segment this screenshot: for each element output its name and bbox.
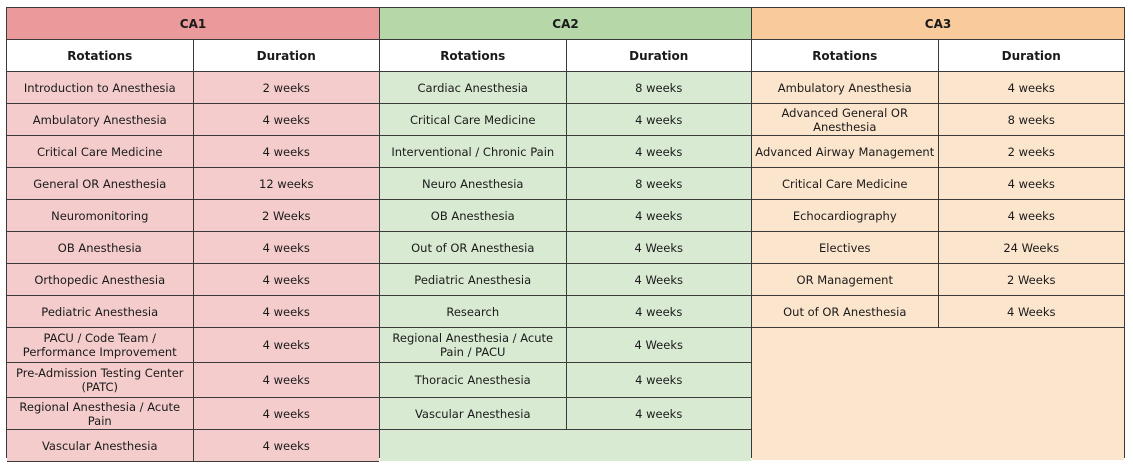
rotation-cell: Regional Anesthesia / Acute Pain bbox=[7, 398, 193, 430]
ca1-section bbox=[6, 7, 380, 458]
table-row bbox=[7, 72, 379, 104]
rotation-cell: Ambulatory Anesthesia bbox=[752, 72, 938, 104]
duration-cell: 4 Weeks bbox=[566, 264, 751, 296]
ca3-title: CA3 bbox=[752, 8, 1124, 40]
rotation-schedule bbox=[6, 7, 1125, 458]
table-row bbox=[7, 232, 379, 264]
duration-cell: 4 Weeks bbox=[566, 232, 751, 264]
duration-cell: 4 weeks bbox=[193, 363, 379, 398]
ca3-rotations-header: Rotations bbox=[752, 40, 938, 72]
table-row bbox=[380, 104, 751, 136]
duration-cell: 4 weeks bbox=[566, 200, 751, 232]
duration-cell: 4 weeks bbox=[566, 136, 751, 168]
duration-cell: 2 Weeks bbox=[938, 264, 1124, 296]
table-row bbox=[7, 104, 379, 136]
table-row bbox=[380, 328, 751, 363]
rotation-cell: Pre-Admission Testing Center (PATC) bbox=[7, 363, 193, 398]
rotation-cell: Echocardiography bbox=[752, 200, 938, 232]
ca3-duration-header: Duration bbox=[938, 40, 1124, 72]
duration-cell: 4 weeks bbox=[193, 296, 379, 328]
rotation-cell: Regional Anesthesia / Acute Pain / PACU bbox=[380, 328, 566, 363]
rotation-cell: Critical Care Medicine bbox=[380, 104, 566, 136]
rotation-cell: Vascular Anesthesia bbox=[7, 430, 193, 462]
rotation-cell: OB Anesthesia bbox=[7, 232, 193, 264]
ca2-table bbox=[380, 8, 751, 461]
duration-cell: 8 weeks bbox=[938, 104, 1124, 136]
duration-cell: 4 weeks bbox=[938, 168, 1124, 200]
rotation-cell: Advanced General OR Anesthesia bbox=[752, 104, 938, 136]
table-row bbox=[752, 264, 1124, 296]
table-row bbox=[7, 168, 379, 200]
ca1-title: CA1 bbox=[7, 8, 379, 40]
duration-cell: 4 weeks bbox=[566, 296, 751, 328]
rotation-cell: OB Anesthesia bbox=[380, 200, 566, 232]
ca3-table bbox=[752, 8, 1124, 460]
table-row bbox=[7, 363, 379, 398]
ca2-title: CA2 bbox=[380, 8, 751, 40]
table-row bbox=[380, 398, 751, 430]
table-row bbox=[752, 136, 1124, 168]
empty-row bbox=[752, 328, 1124, 461]
rotation-cell: Research bbox=[380, 296, 566, 328]
rotation-cell: Neuro Anesthesia bbox=[380, 168, 566, 200]
duration-cell: 4 weeks bbox=[566, 398, 751, 430]
duration-cell: 4 weeks bbox=[938, 72, 1124, 104]
rotation-cell: Ambulatory Anesthesia bbox=[7, 104, 193, 136]
duration-cell: 24 Weeks bbox=[938, 232, 1124, 264]
rotation-cell: Vascular Anesthesia bbox=[380, 398, 566, 430]
duration-cell: 4 weeks bbox=[566, 104, 751, 136]
duration-cell: 4 weeks bbox=[193, 398, 379, 430]
duration-cell: 4 weeks bbox=[193, 232, 379, 264]
table-row bbox=[7, 430, 379, 462]
rotation-cell: Critical Care Medicine bbox=[7, 136, 193, 168]
rotation-cell: Advanced Airway Management bbox=[752, 136, 938, 168]
table-row bbox=[7, 136, 379, 168]
duration-cell: 4 weeks bbox=[938, 200, 1124, 232]
duration-cell: 2 Weeks bbox=[193, 200, 379, 232]
rotation-cell: Electives bbox=[752, 232, 938, 264]
rotation-cell: Critical Care Medicine bbox=[752, 168, 938, 200]
duration-cell: 4 weeks bbox=[193, 136, 379, 168]
ca1-duration-header: Duration bbox=[193, 40, 379, 72]
table-row bbox=[380, 200, 751, 232]
duration-cell: 2 weeks bbox=[193, 72, 379, 104]
duration-cell: 4 Weeks bbox=[566, 328, 751, 363]
rotation-cell: Orthopedic Anesthesia bbox=[7, 264, 193, 296]
duration-cell: 8 weeks bbox=[566, 168, 751, 200]
table-row bbox=[7, 200, 379, 232]
duration-cell: 4 weeks bbox=[566, 363, 751, 398]
table-row bbox=[752, 296, 1124, 328]
table-row bbox=[752, 72, 1124, 104]
table-row bbox=[380, 72, 751, 104]
duration-cell: 12 weeks bbox=[193, 168, 379, 200]
duration-cell: 4 Weeks bbox=[938, 296, 1124, 328]
table-row bbox=[7, 328, 379, 363]
rotation-cell: General OR Anesthesia bbox=[7, 168, 193, 200]
duration-cell: 8 weeks bbox=[566, 72, 751, 104]
rotation-cell: Out of OR Anesthesia bbox=[752, 296, 938, 328]
table-row bbox=[380, 168, 751, 200]
table-row bbox=[380, 264, 751, 296]
table-row bbox=[7, 264, 379, 296]
duration-cell: 4 weeks bbox=[193, 430, 379, 462]
rotation-cell: Interventional / Chronic Pain bbox=[380, 136, 566, 168]
table-row bbox=[752, 104, 1124, 136]
duration-cell: 4 weeks bbox=[193, 264, 379, 296]
ca1-table bbox=[7, 8, 379, 462]
ca2-section bbox=[379, 7, 752, 458]
table-row bbox=[380, 296, 751, 328]
table-row bbox=[380, 232, 751, 264]
ca2-duration-header: Duration bbox=[566, 40, 751, 72]
rotation-cell: Out of OR Anesthesia bbox=[380, 232, 566, 264]
duration-cell: 4 weeks bbox=[193, 328, 379, 363]
table-row bbox=[752, 168, 1124, 200]
ca1-rotations-header: Rotations bbox=[7, 40, 193, 72]
rotation-cell: Pediatric Anesthesia bbox=[7, 296, 193, 328]
table-row bbox=[752, 232, 1124, 264]
empty-row bbox=[380, 430, 751, 462]
ca3-section bbox=[751, 7, 1125, 458]
ca2-rotations-header: Rotations bbox=[380, 40, 566, 72]
rotation-cell: Cardiac Anesthesia bbox=[380, 72, 566, 104]
empty-cell bbox=[380, 430, 751, 462]
rotation-cell: Pediatric Anesthesia bbox=[380, 264, 566, 296]
rotation-cell: Neuromonitoring bbox=[7, 200, 193, 232]
rotation-cell: Introduction to Anesthesia bbox=[7, 72, 193, 104]
table-row bbox=[7, 398, 379, 430]
rotation-cell: OR Management bbox=[752, 264, 938, 296]
table-row bbox=[7, 296, 379, 328]
rotation-cell: PACU / Code Team / Performance Improvement bbox=[7, 328, 193, 363]
duration-cell: 4 weeks bbox=[193, 104, 379, 136]
empty-cell bbox=[752, 328, 1124, 461]
table-row bbox=[752, 200, 1124, 232]
rotation-cell: Thoracic Anesthesia bbox=[380, 363, 566, 398]
duration-cell: 2 weeks bbox=[938, 136, 1124, 168]
table-row bbox=[380, 363, 751, 398]
table-row bbox=[380, 136, 751, 168]
